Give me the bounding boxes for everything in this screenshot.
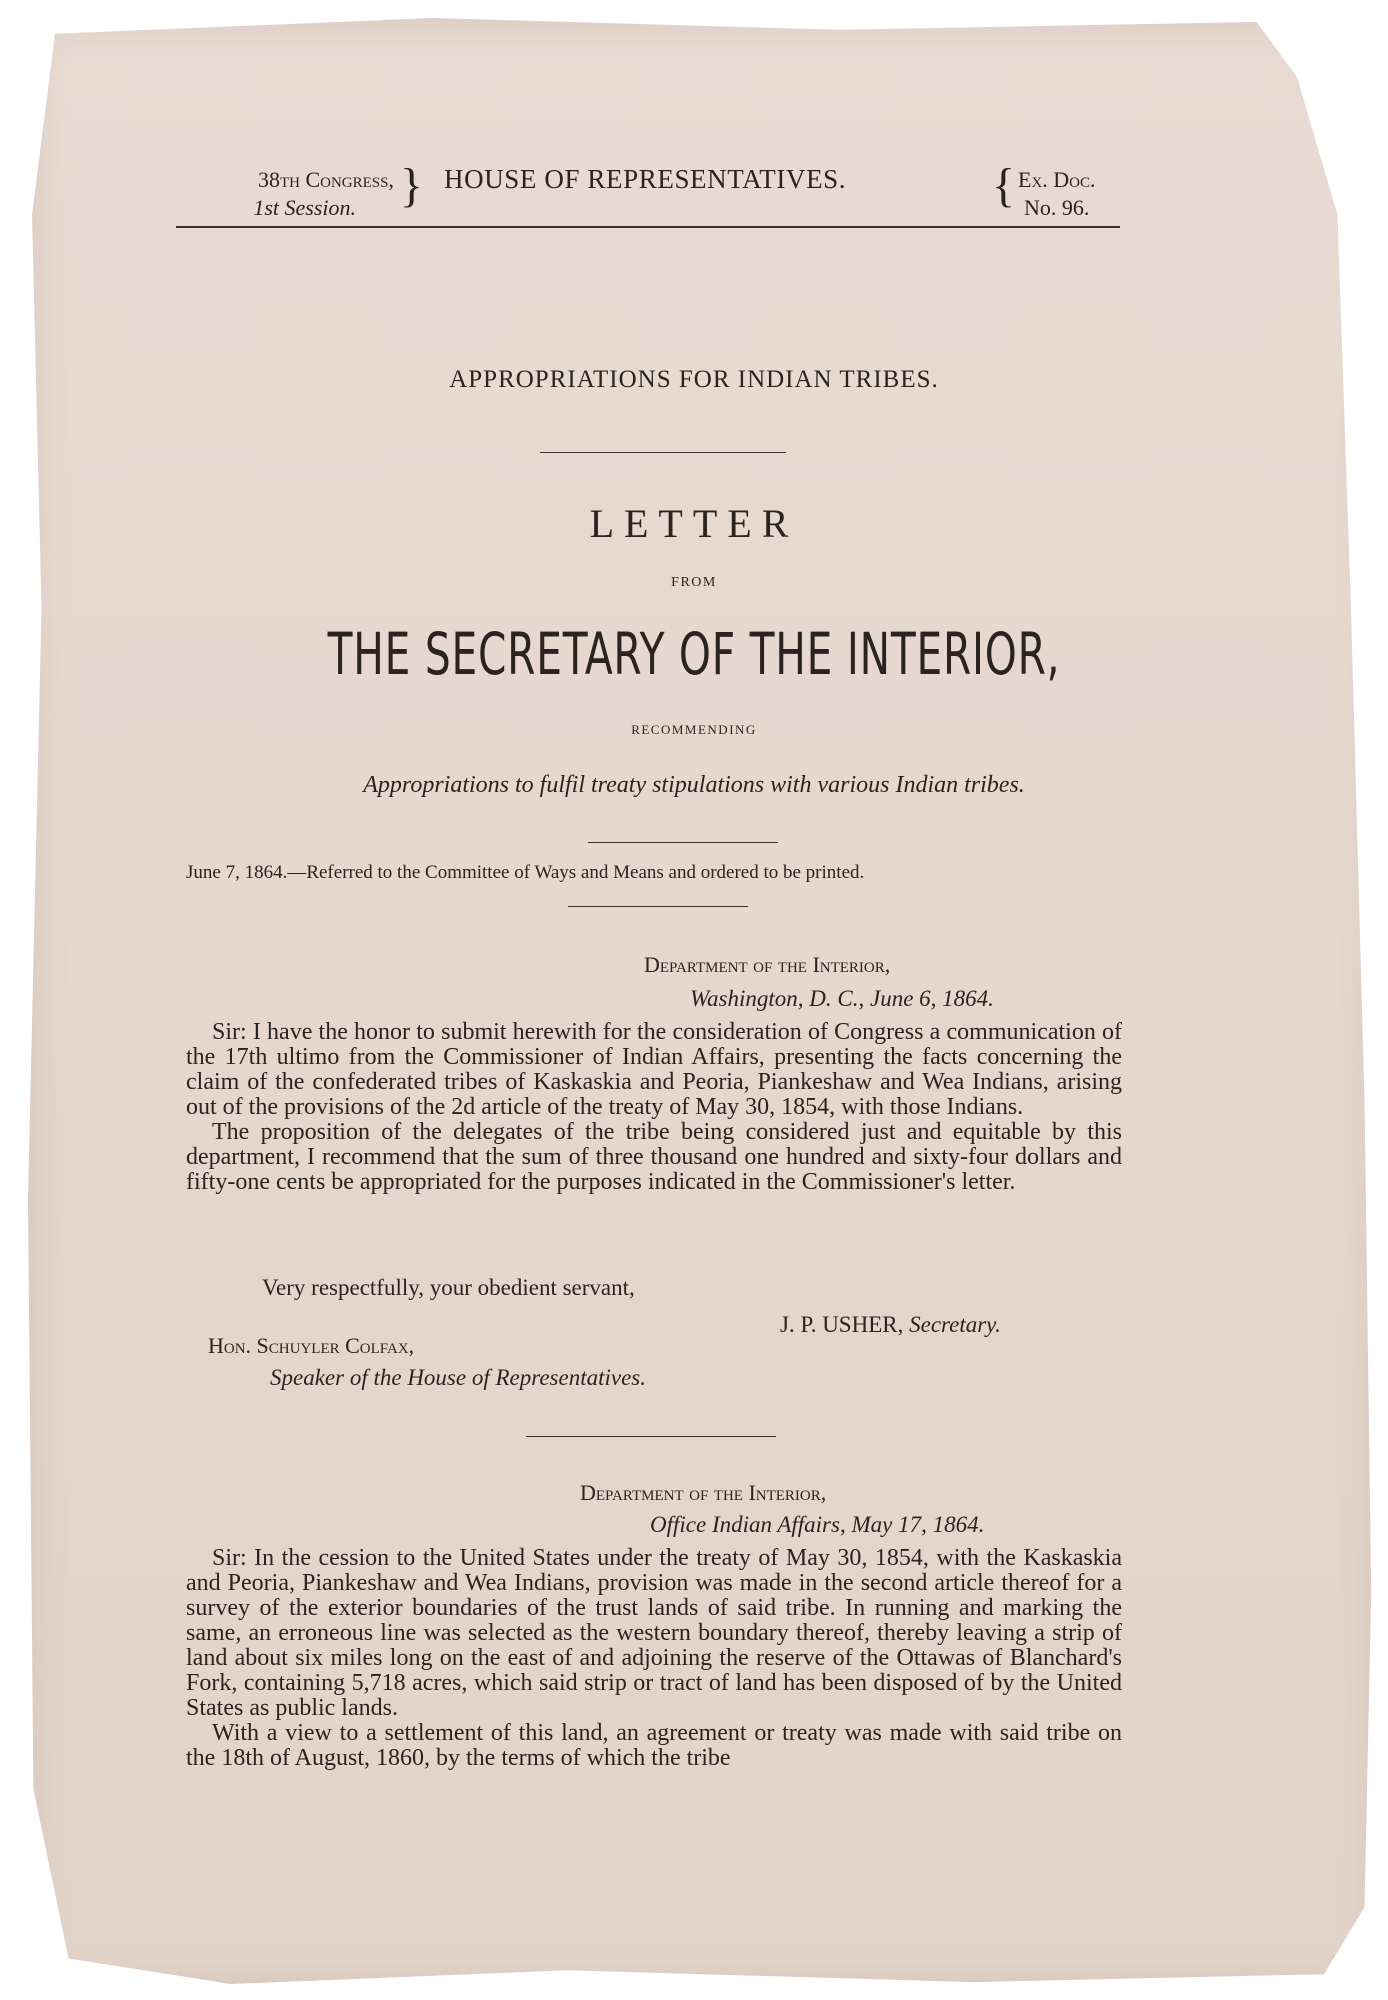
divider [526,1436,776,1437]
signature [780,1312,1001,1338]
left-brace-icon: } [400,159,424,212]
document-number [1018,166,1096,222]
doc-type-label: Ex. Doc. [1018,167,1096,192]
closing: Very respectfully, your obedient servant, [262,1275,635,1300]
signature-name: J. P. USHER, [780,1312,904,1337]
right-brace-icon: { [992,159,1016,212]
addressee [208,1330,646,1394]
subject-line: Appropriations to fulfil treaty stipulations with various Indian tribes. [363,772,1025,798]
addressee-role: Speaker of the House of Representatives. [270,1365,646,1390]
addressee-name: Hon. Schuyler Colfax, [208,1333,415,1358]
doc-number-label: No. 96. [1024,195,1090,220]
header-rule [176,226,1120,228]
letter2-paragraph: With a view to a settlement of this land, an agreement or treaty was made with said tribe on the 18th of August, 1860, by the terms of which the tribe [186,1720,1122,1771]
letter2-paragraph: Sir: In the cession to the United States under the treaty of May 30, 1854, with the Kaskaskia and Peoria, Piankeshaw and Wea Indians, provision was made in the second article thereof for a survey of the exterior boundaries of the trust lands of said tribe. In running and marking the same, an erroneous line was selected as the western boundary thereof, thereby leaving a strip of land about six miles long on the east of and adjoining the reserve of the Ottawas of Blanchard's Fork, containing 5,718 acres, which said strip or tract of land has been disposed of by the United States as public lands. [186,1545,1122,1721]
secretary-heading: THE SECRETARY OF THE INTERIOR, [327,620,1061,688]
from-label: FROM [671,575,717,590]
letter1-paragraph: Sir: I have the honor to submit herewith for the consideration of Congress a communication of the 17th ultimo from the Commissioner of Indian Affairs, presenting the facts concerning the claim of the confederated tribes of Kaskaskia and Peoria, Piankeshaw and Wea Indians, arising out of the provisions of the 2d article of the treaty of May 30, 1854, with those Indians. [186,1019,1122,1120]
divider [568,906,748,907]
letter2-place-date: Office Indian Affairs, May 17, 1864. [650,1512,985,1537]
house-heading: HOUSE OF REPRESENTATIVES. [444,164,847,194]
divider [588,842,778,843]
referral-note: June 7, 1864.—Referred to the Committee of Ways and Means and ordered to be printed. [186,862,865,883]
session-label: 1st Session. [253,195,356,220]
letter-heading: LETTER [589,501,799,546]
congress-label: 38th Congress, [257,167,394,192]
letter1-body [186,1020,1122,1195]
letter1-department: Department of the Interior, [644,952,891,977]
document-title: APPROPRIATIONS FOR INDIAN TRIBES. [449,366,939,393]
letter1-paragraph: The proposition of the delegates of the tribe being considered just and equitable by this department, I recommend that the sum of three thousand one hundred and sixty-four dollars and fifty-one cents be appropriated for the purposes indicated in the Commissioner's letter. [186,1119,1122,1195]
letter2-department: Department of the Interior, [580,1480,827,1505]
signature-title: Secretary. [909,1312,1001,1337]
recommending-label: RECOMMENDING [631,722,757,737]
letter2-body [186,1546,1122,1771]
congress-session [184,166,394,222]
letter1-place-date: Washington, D. C., June 6, 1864. [690,986,994,1011]
document-header [176,160,1136,240]
divider [540,452,786,453]
